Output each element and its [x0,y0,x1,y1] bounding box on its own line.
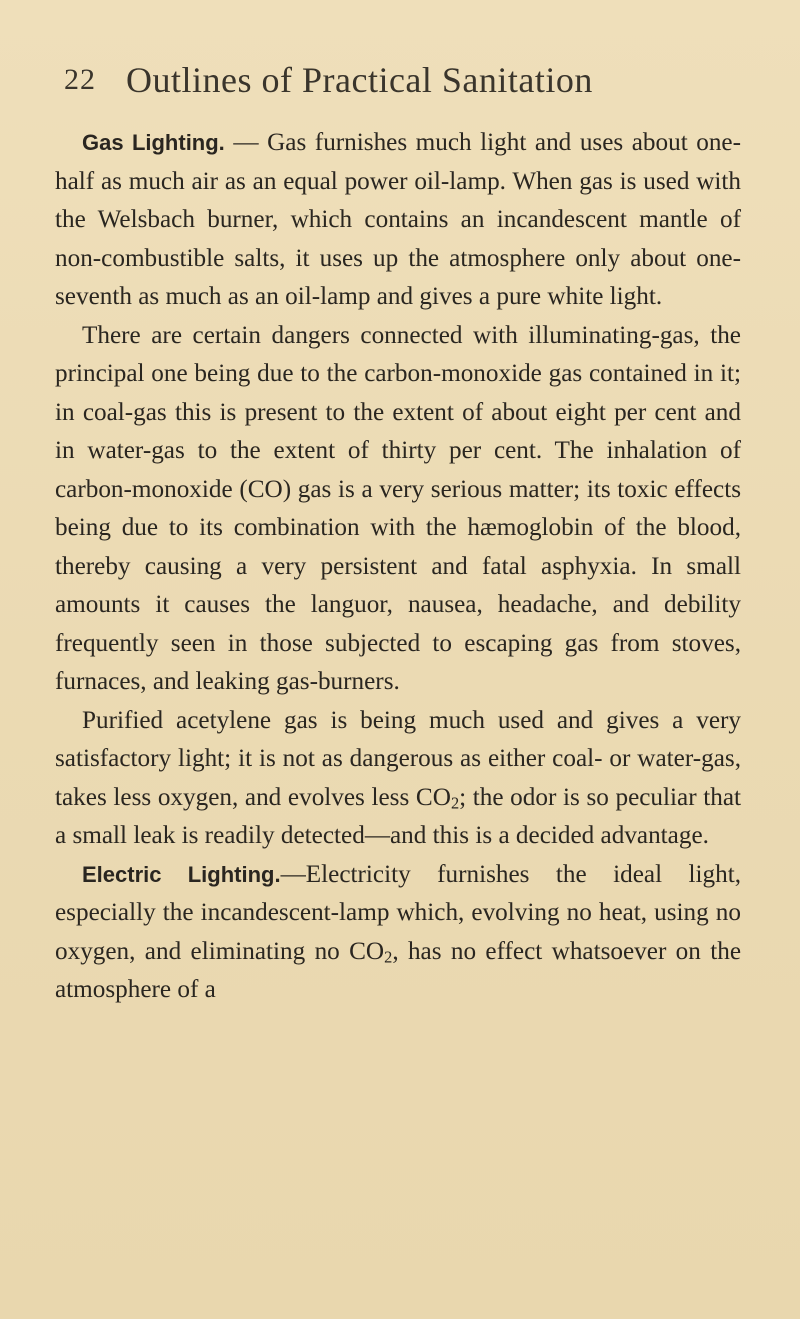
page-number: 22 [64,63,96,96]
paragraph-gas-dangers [55,317,741,702]
section-heading-gas-lighting: Gas Lighting. [82,130,225,155]
paragraph-text: — Gas furnishes much light and uses about one-half as much air as an equal power oil-lamp. When gas is used with the Welsbach burner, which contains an incandescent mantle of non-combustible salts, it uses up the atmosphere only about one-seventh as much as an oil-lamp and gives a pure white light. [55,129,741,310]
paragraph-gas-lighting [55,124,741,317]
paragraph-text: ; the odor is so peculiar that a small leak is readily detected—and this is a decided advantage. [55,783,742,849]
running-head [0,60,800,100]
subscript: 2 [384,946,393,966]
paragraph-electric-lighting [55,856,741,1010]
paragraph-acetylene [55,702,741,856]
paragraph-text: , has no effect whatsoever on the atmosphere of a [55,937,741,1003]
running-title: Outlines of Practical Sanitation [126,60,593,100]
paragraph-text: —Electricity furnishes the ideal light, especially the incandescent-lamp which, evolving no heat, using no oxygen, and eliminating no CO [55,860,741,965]
paragraph-text: Purified acetylene gas is being much used and gives a very satisfactory light; it is not as dangerous as either coal- or water-gas, takes less oxygen, and evolves less CO [55,706,741,811]
paragraph-text: There are certain dangers connected with illuminating-gas, the principal one being due to the carbon-monoxide gas contained in it; in coal-gas this is present to the extent of about eight per cent and in water-gas to the extent of thirty per cent. The inhalation of carbon-monoxide (CO) gas is a very serious matter; its toxic effects being due to its combination with the hæmoglobin of the blood, thereby causing a very persistent and fatal asphyxia. In small amounts it causes the languor, nausea, headache, and debility frequently seen in those subjected to escaping gas from stoves, furnaces, and leaking gas-burners. [55,321,741,695]
section-heading-electric-lighting: Electric Lighting. [82,861,281,887]
body-text [55,124,741,1010]
subscript: 2 [450,792,460,812]
